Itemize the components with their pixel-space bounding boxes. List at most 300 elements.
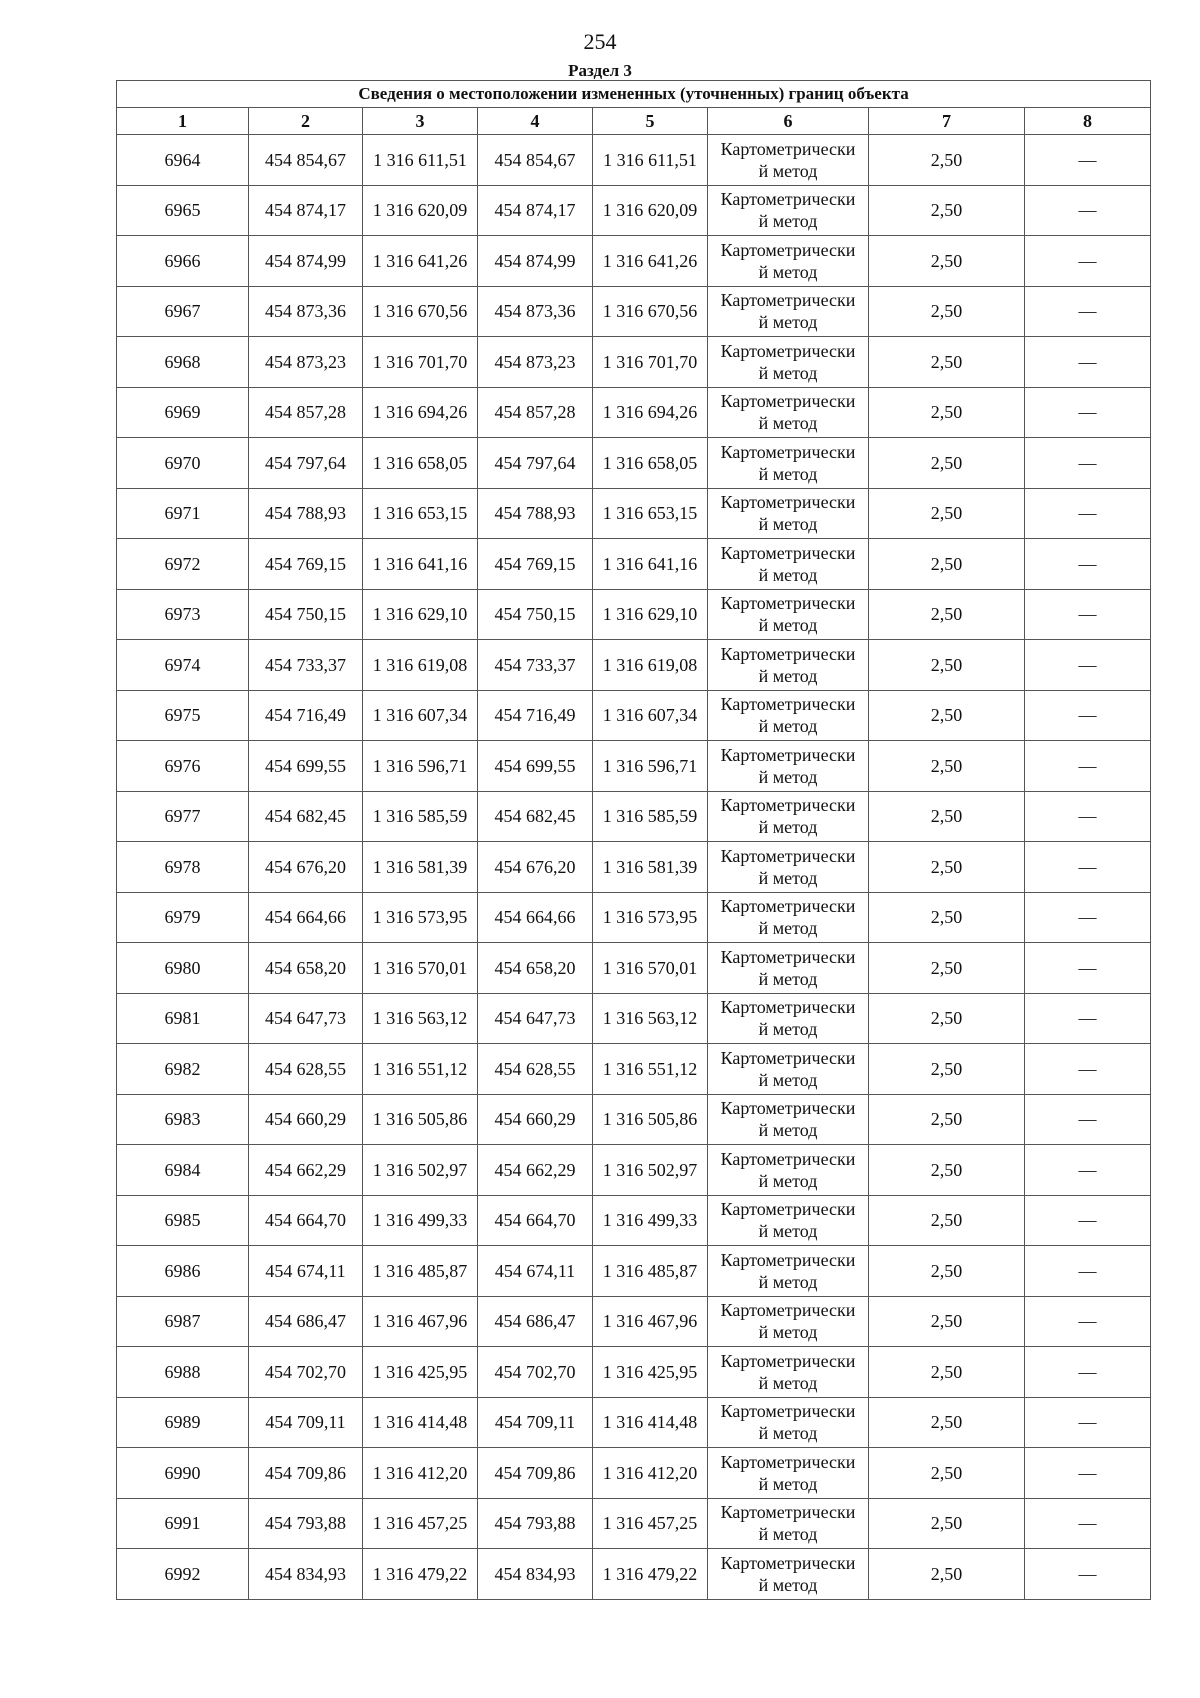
method-text-line2: й метод: [758, 1423, 818, 1444]
method-cell: [708, 1246, 869, 1297]
coord-y-new-cell: 1 316 653,15: [593, 488, 708, 539]
method-text-line2: й метод: [758, 413, 818, 434]
description-cell: —: [1025, 1347, 1151, 1398]
coord-y-old-cell: 1 316 620,09: [363, 185, 478, 236]
coord-y-old-cell: 1 316 563,12: [363, 993, 478, 1044]
column-header-6: 6: [708, 108, 869, 135]
accuracy-cell: 2,50: [869, 1296, 1025, 1347]
coord-x-old-cell: 454 660,29: [249, 1094, 363, 1145]
coord-x-old-cell: 454 733,37: [249, 640, 363, 691]
coord-x-new-cell: 454 716,49: [478, 690, 593, 741]
point-number-cell: 6989: [117, 1397, 249, 1448]
coord-x-old-cell: 454 716,49: [249, 690, 363, 741]
description-cell: —: [1025, 135, 1151, 186]
table-row: [117, 1347, 1151, 1398]
coord-y-new-cell: 1 316 467,96: [593, 1296, 708, 1347]
point-number-cell: 6966: [117, 236, 249, 287]
description-cell: —: [1025, 842, 1151, 893]
table-row: [117, 1246, 1151, 1297]
method-cell: [708, 791, 869, 842]
point-number-cell: 6988: [117, 1347, 249, 1398]
accuracy-cell: 2,50: [869, 791, 1025, 842]
coord-x-new-cell: 454 769,15: [478, 539, 593, 590]
method-cell: [708, 842, 869, 893]
description-cell: —: [1025, 1145, 1151, 1196]
point-number-cell: 6992: [117, 1549, 249, 1600]
table-row: [117, 690, 1151, 741]
method-text-line1: Картометрически: [720, 441, 856, 462]
method-text-line1: Картометрически: [720, 138, 856, 159]
method-text-line1: Картометрически: [720, 492, 856, 513]
method-cell: [708, 690, 869, 741]
coord-y-old-cell: 1 316 585,59: [363, 791, 478, 842]
boundary-coordinates-table: [116, 80, 1151, 1600]
table-row: [117, 1296, 1151, 1347]
method-text-line2: й метод: [758, 1019, 818, 1040]
method-text-line2: й метод: [758, 564, 818, 585]
coord-y-old-cell: 1 316 596,71: [363, 741, 478, 792]
coord-x-old-cell: 454 674,11: [249, 1246, 363, 1297]
method-cell: [708, 337, 869, 388]
description-cell: —: [1025, 539, 1151, 590]
method-text-line2: й метод: [758, 1069, 818, 1090]
coord-x-old-cell: 454 854,67: [249, 135, 363, 186]
coord-y-new-cell: 1 316 502,97: [593, 1145, 708, 1196]
column-header-2: 2: [249, 108, 363, 135]
method-text-line1: Картометрически: [720, 744, 856, 765]
accuracy-cell: 2,50: [869, 892, 1025, 943]
coord-y-old-cell: 1 316 412,20: [363, 1448, 478, 1499]
coord-x-old-cell: 454 874,99: [249, 236, 363, 287]
coord-y-old-cell: 1 316 670,56: [363, 286, 478, 337]
coord-y-new-cell: 1 316 670,56: [593, 286, 708, 337]
accuracy-cell: 2,50: [869, 337, 1025, 388]
table-body: [117, 135, 1151, 1600]
coord-y-new-cell: 1 316 485,87: [593, 1246, 708, 1297]
point-number-cell: 6975: [117, 690, 249, 741]
accuracy-cell: 2,50: [869, 387, 1025, 438]
method-text-line1: Картометрически: [720, 1502, 856, 1523]
accuracy-cell: 2,50: [869, 1498, 1025, 1549]
description-cell: —: [1025, 741, 1151, 792]
accuracy-cell: 2,50: [869, 539, 1025, 590]
coord-x-old-cell: 454 750,15: [249, 589, 363, 640]
table-row: [117, 943, 1151, 994]
column-header-7: 7: [869, 108, 1025, 135]
table-row: [117, 993, 1151, 1044]
coord-x-new-cell: 454 797,64: [478, 438, 593, 489]
description-cell: —: [1025, 1246, 1151, 1297]
method-cell: [708, 286, 869, 337]
coord-x-new-cell: 454 788,93: [478, 488, 593, 539]
coord-x-old-cell: 454 682,45: [249, 791, 363, 842]
method-cell: [708, 1549, 869, 1600]
method-text-line1: Картометрически: [720, 997, 856, 1018]
accuracy-cell: 2,50: [869, 741, 1025, 792]
coord-x-old-cell: 454 873,36: [249, 286, 363, 337]
coord-x-new-cell: 454 658,20: [478, 943, 593, 994]
method-text-line2: й метод: [758, 312, 818, 333]
coord-y-new-cell: 1 316 641,16: [593, 539, 708, 590]
column-header-4: 4: [478, 108, 593, 135]
method-cell: [708, 1347, 869, 1398]
accuracy-cell: 2,50: [869, 690, 1025, 741]
description-cell: —: [1025, 1549, 1151, 1600]
coord-y-old-cell: 1 316 701,70: [363, 337, 478, 388]
coord-x-new-cell: 454 660,29: [478, 1094, 593, 1145]
point-number-cell: 6976: [117, 741, 249, 792]
accuracy-cell: 2,50: [869, 286, 1025, 337]
description-cell: —: [1025, 640, 1151, 691]
coord-x-old-cell: 454 874,17: [249, 185, 363, 236]
page-number: 254: [583, 29, 617, 54]
coord-x-old-cell: 454 793,88: [249, 1498, 363, 1549]
method-text-line1: Картометрически: [720, 1098, 856, 1119]
table-row: [117, 1397, 1151, 1448]
method-text-line1: Картометрически: [720, 1047, 856, 1068]
method-text-line1: Картометрически: [720, 795, 856, 816]
coord-x-new-cell: 454 793,88: [478, 1498, 593, 1549]
accuracy-cell: 2,50: [869, 640, 1025, 691]
point-number-cell: 6984: [117, 1145, 249, 1196]
method-cell: [708, 185, 869, 236]
accuracy-cell: 2,50: [869, 943, 1025, 994]
method-text-line2: й метод: [758, 211, 818, 232]
accuracy-cell: 2,50: [869, 1094, 1025, 1145]
method-text-line1: Картометрически: [720, 189, 856, 210]
accuracy-cell: 2,50: [869, 589, 1025, 640]
coord-x-old-cell: 454 709,86: [249, 1448, 363, 1499]
coord-y-old-cell: 1 316 629,10: [363, 589, 478, 640]
table-row: [117, 286, 1151, 337]
coord-x-new-cell: 454 702,70: [478, 1347, 593, 1398]
point-number-cell: 6981: [117, 993, 249, 1044]
description-cell: —: [1025, 337, 1151, 388]
description-cell: —: [1025, 1094, 1151, 1145]
coord-y-new-cell: 1 316 551,12: [593, 1044, 708, 1095]
coord-x-new-cell: 454 628,55: [478, 1044, 593, 1095]
method-text-line1: Картометрически: [720, 239, 856, 260]
method-text-line2: й метод: [758, 1524, 818, 1545]
coord-x-old-cell: 454 664,66: [249, 892, 363, 943]
description-cell: —: [1025, 943, 1151, 994]
accuracy-cell: 2,50: [869, 1145, 1025, 1196]
coord-x-new-cell: 454 874,99: [478, 236, 593, 287]
method-text-line1: Картометрически: [720, 694, 856, 715]
coord-x-old-cell: 454 647,73: [249, 993, 363, 1044]
point-number-cell: 6986: [117, 1246, 249, 1297]
coord-x-old-cell: 454 662,29: [249, 1145, 363, 1196]
coord-y-old-cell: 1 316 611,51: [363, 135, 478, 186]
table-row: [117, 791, 1151, 842]
method-text-line2: й метод: [758, 766, 818, 787]
coord-x-old-cell: 454 857,28: [249, 387, 363, 438]
point-number-cell: 6987: [117, 1296, 249, 1347]
coord-y-old-cell: 1 316 653,15: [363, 488, 478, 539]
method-cell: [708, 1044, 869, 1095]
method-text-line2: й метод: [758, 1322, 818, 1343]
coord-y-new-cell: 1 316 425,95: [593, 1347, 708, 1398]
section-title: Раздел 3: [568, 61, 632, 80]
point-number-cell: 6964: [117, 135, 249, 186]
table-row: [117, 1498, 1151, 1549]
coord-y-old-cell: 1 316 467,96: [363, 1296, 478, 1347]
method-text-line1: Картометрически: [720, 896, 856, 917]
description-cell: —: [1025, 1397, 1151, 1448]
coord-y-new-cell: 1 316 620,09: [593, 185, 708, 236]
point-number-cell: 6991: [117, 1498, 249, 1549]
point-number-cell: 6990: [117, 1448, 249, 1499]
description-cell: —: [1025, 791, 1151, 842]
method-text-line2: й метод: [758, 1372, 818, 1393]
coord-x-new-cell: 454 709,11: [478, 1397, 593, 1448]
method-text-line1: Картометрически: [720, 340, 856, 361]
coord-x-new-cell: 454 674,11: [478, 1246, 593, 1297]
method-text-line2: й метод: [758, 1170, 818, 1191]
method-text-line2: й метод: [758, 867, 818, 888]
coord-x-new-cell: 454 682,45: [478, 791, 593, 842]
coord-y-old-cell: 1 316 641,26: [363, 236, 478, 287]
table-row: [117, 1094, 1151, 1145]
method-cell: [708, 892, 869, 943]
description-cell: —: [1025, 690, 1151, 741]
point-number-cell: 6982: [117, 1044, 249, 1095]
point-number-cell: 6978: [117, 842, 249, 893]
coord-y-new-cell: 1 316 505,86: [593, 1094, 708, 1145]
method-text-line2: й метод: [758, 463, 818, 484]
description-cell: —: [1025, 387, 1151, 438]
point-number-cell: 6973: [117, 589, 249, 640]
method-text-line1: Картометрически: [720, 1451, 856, 1472]
coord-x-old-cell: 454 873,23: [249, 337, 363, 388]
table-row: [117, 842, 1151, 893]
point-number-cell: 6969: [117, 387, 249, 438]
coord-x-new-cell: 454 686,47: [478, 1296, 593, 1347]
coord-x-old-cell: 454 676,20: [249, 842, 363, 893]
coord-x-old-cell: 454 699,55: [249, 741, 363, 792]
method-cell: [708, 993, 869, 1044]
method-text-line2: й метод: [758, 817, 818, 838]
coord-y-new-cell: 1 316 570,01: [593, 943, 708, 994]
method-text-line2: й метод: [758, 160, 818, 181]
table-row: [117, 589, 1151, 640]
accuracy-cell: 2,50: [869, 1246, 1025, 1297]
coord-x-new-cell: 454 750,15: [478, 589, 593, 640]
point-number-cell: 6974: [117, 640, 249, 691]
method-text-line2: й метод: [758, 1473, 818, 1494]
method-text-line2: й метод: [758, 665, 818, 686]
coord-y-old-cell: 1 316 499,33: [363, 1195, 478, 1246]
coord-x-old-cell: 454 686,47: [249, 1296, 363, 1347]
method-text-line1: Картометрически: [720, 1249, 856, 1270]
coord-y-old-cell: 1 316 414,48: [363, 1397, 478, 1448]
point-number-cell: 6970: [117, 438, 249, 489]
accuracy-cell: 2,50: [869, 1397, 1025, 1448]
method-text-line2: й метод: [758, 1221, 818, 1242]
column-header-3: 3: [363, 108, 478, 135]
description-cell: —: [1025, 1448, 1151, 1499]
table-row: [117, 741, 1151, 792]
method-text-line2: й метод: [758, 514, 818, 535]
coord-x-new-cell: 454 857,28: [478, 387, 593, 438]
accuracy-cell: 2,50: [869, 1195, 1025, 1246]
coord-y-old-cell: 1 316 502,97: [363, 1145, 478, 1196]
description-cell: —: [1025, 286, 1151, 337]
coord-y-old-cell: 1 316 485,87: [363, 1246, 478, 1297]
method-text-line1: Картометрически: [720, 946, 856, 967]
coord-x-new-cell: 454 834,93: [478, 1549, 593, 1600]
accuracy-cell: 2,50: [869, 135, 1025, 186]
method-text-line1: Картометрически: [720, 593, 856, 614]
coord-y-new-cell: 1 316 658,05: [593, 438, 708, 489]
coord-y-old-cell: 1 316 505,86: [363, 1094, 478, 1145]
coord-y-old-cell: 1 316 425,95: [363, 1347, 478, 1398]
coord-y-new-cell: 1 316 611,51: [593, 135, 708, 186]
description-cell: —: [1025, 589, 1151, 640]
coord-y-old-cell: 1 316 607,34: [363, 690, 478, 741]
method-text-line1: Картометрически: [720, 1199, 856, 1220]
description-cell: —: [1025, 1195, 1151, 1246]
coord-x-new-cell: 454 662,29: [478, 1145, 593, 1196]
method-cell: [708, 236, 869, 287]
description-cell: —: [1025, 1296, 1151, 1347]
coord-y-new-cell: 1 316 457,25: [593, 1498, 708, 1549]
table-row: [117, 488, 1151, 539]
coord-y-old-cell: 1 316 641,16: [363, 539, 478, 590]
method-text-line2: й метод: [758, 716, 818, 737]
table-row: [117, 135, 1151, 186]
coord-y-new-cell: 1 316 581,39: [593, 842, 708, 893]
coord-x-new-cell: 454 699,55: [478, 741, 593, 792]
coord-x-new-cell: 454 733,37: [478, 640, 593, 691]
accuracy-cell: 2,50: [869, 488, 1025, 539]
point-number-cell: 6983: [117, 1094, 249, 1145]
coord-y-new-cell: 1 316 585,59: [593, 791, 708, 842]
coord-y-new-cell: 1 316 563,12: [593, 993, 708, 1044]
coord-y-new-cell: 1 316 414,48: [593, 1397, 708, 1448]
method-text-line1: Картометрически: [720, 643, 856, 664]
table-row: [117, 640, 1151, 691]
method-cell: [708, 943, 869, 994]
point-number-cell: 6965: [117, 185, 249, 236]
coord-y-new-cell: 1 316 499,33: [593, 1195, 708, 1246]
table-row: [117, 1145, 1151, 1196]
method-cell: [708, 1195, 869, 1246]
description-cell: —: [1025, 993, 1151, 1044]
method-text-line2: й метод: [758, 1120, 818, 1141]
accuracy-cell: 2,50: [869, 185, 1025, 236]
method-text-line2: й метод: [758, 1271, 818, 1292]
table-caption: Сведения о местоположении измененных (уточненных) границ объекта: [117, 81, 1151, 108]
coord-x-old-cell: 454 769,15: [249, 539, 363, 590]
method-text-line2: й метод: [758, 968, 818, 989]
table-row: [117, 438, 1151, 489]
coord-y-old-cell: 1 316 619,08: [363, 640, 478, 691]
coord-x-new-cell: 454 676,20: [478, 842, 593, 893]
coord-x-new-cell: 454 854,67: [478, 135, 593, 186]
coord-x-old-cell: 454 628,55: [249, 1044, 363, 1095]
point-number-cell: 6977: [117, 791, 249, 842]
coord-x-old-cell: 454 834,93: [249, 1549, 363, 1600]
method-text-line2: й метод: [758, 1574, 818, 1595]
coord-x-new-cell: 454 873,36: [478, 286, 593, 337]
column-header-1: 1: [117, 108, 249, 135]
point-number-cell: 6968: [117, 337, 249, 388]
description-cell: —: [1025, 236, 1151, 287]
coord-x-new-cell: 454 664,66: [478, 892, 593, 943]
description-cell: —: [1025, 892, 1151, 943]
column-header-row: [117, 108, 1151, 135]
point-number-cell: 6972: [117, 539, 249, 590]
accuracy-cell: 2,50: [869, 1347, 1025, 1398]
point-number-cell: 6967: [117, 286, 249, 337]
coord-x-old-cell: 454 664,70: [249, 1195, 363, 1246]
method-text-line1: Картометрически: [720, 290, 856, 311]
coord-x-new-cell: 454 664,70: [478, 1195, 593, 1246]
table-row: [117, 387, 1151, 438]
method-text-line1: Картометрически: [720, 1148, 856, 1169]
method-cell: [708, 1145, 869, 1196]
coord-y-new-cell: 1 316 694,26: [593, 387, 708, 438]
description-cell: —: [1025, 1044, 1151, 1095]
description-cell: —: [1025, 438, 1151, 489]
point-number-cell: 6971: [117, 488, 249, 539]
coord-y-old-cell: 1 316 570,01: [363, 943, 478, 994]
accuracy-cell: 2,50: [869, 993, 1025, 1044]
accuracy-cell: 2,50: [869, 236, 1025, 287]
method-text-line1: Картометрически: [720, 1350, 856, 1371]
coord-y-new-cell: 1 316 641,26: [593, 236, 708, 287]
table-caption-row: [117, 81, 1151, 108]
point-number-cell: 6985: [117, 1195, 249, 1246]
method-cell: [708, 387, 869, 438]
coord-x-new-cell: 454 709,86: [478, 1448, 593, 1499]
point-number-cell: 6980: [117, 943, 249, 994]
coord-y-new-cell: 1 316 596,71: [593, 741, 708, 792]
method-cell: [708, 741, 869, 792]
coord-x-new-cell: 454 874,17: [478, 185, 593, 236]
accuracy-cell: 2,50: [869, 1044, 1025, 1095]
method-cell: [708, 438, 869, 489]
method-text-line2: й метод: [758, 261, 818, 282]
table-row: [117, 1549, 1151, 1600]
coord-x-old-cell: 454 702,70: [249, 1347, 363, 1398]
coord-y-new-cell: 1 316 701,70: [593, 337, 708, 388]
coord-y-new-cell: 1 316 629,10: [593, 589, 708, 640]
coord-y-new-cell: 1 316 619,08: [593, 640, 708, 691]
coord-y-old-cell: 1 316 479,22: [363, 1549, 478, 1600]
description-cell: —: [1025, 185, 1151, 236]
accuracy-cell: 2,50: [869, 1549, 1025, 1600]
method-cell: [708, 589, 869, 640]
coord-y-old-cell: 1 316 573,95: [363, 892, 478, 943]
coord-x-old-cell: 454 788,93: [249, 488, 363, 539]
coord-y-new-cell: 1 316 607,34: [593, 690, 708, 741]
coord-y-old-cell: 1 316 457,25: [363, 1498, 478, 1549]
method-cell: [708, 1448, 869, 1499]
method-cell: [708, 1397, 869, 1448]
coord-y-old-cell: 1 316 551,12: [363, 1044, 478, 1095]
table-row: [117, 236, 1151, 287]
method-cell: [708, 1094, 869, 1145]
point-number-cell: 6979: [117, 892, 249, 943]
method-cell: [708, 1296, 869, 1347]
method-text-line1: Картометрически: [720, 391, 856, 412]
method-text-line1: Картометрически: [720, 542, 856, 563]
method-text-line2: й метод: [758, 615, 818, 636]
accuracy-cell: 2,50: [869, 842, 1025, 893]
table-row: [117, 337, 1151, 388]
